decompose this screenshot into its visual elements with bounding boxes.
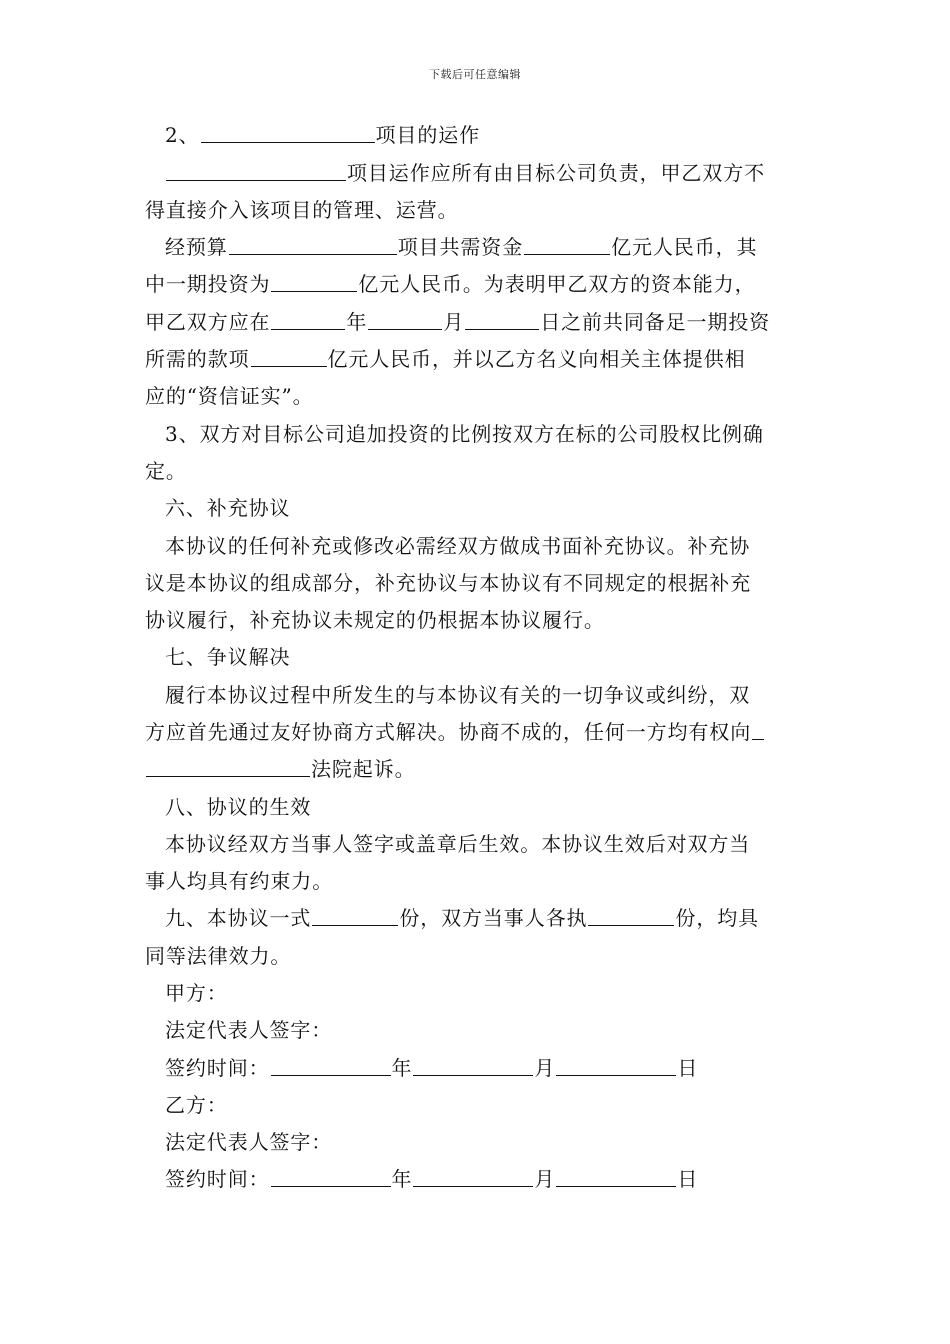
paragraph-line bbox=[165, 235, 757, 259]
sign-date-line bbox=[165, 1167, 698, 1191]
paragraph-line: 协议履行，补充协议未规定的仍根据本协议履行。 bbox=[145, 608, 605, 632]
paragraph-line bbox=[145, 757, 416, 781]
paragraph-line: 同等法律效力。 bbox=[145, 944, 292, 968]
paragraph-line: 本协议的任何补充或修改必需经双方做成书面补充协议。补充协 bbox=[165, 534, 751, 558]
party-b-label: 乙方： bbox=[165, 1093, 228, 1117]
text: 年 bbox=[391, 1056, 413, 1080]
section-heading: 七、争议解决 bbox=[165, 645, 291, 669]
blank-field[interactable] bbox=[312, 907, 398, 926]
text: 亿元人民币，并以乙方名义向相关主体提供相 bbox=[327, 347, 746, 371]
page-header-note: 下载后可任意编辑 bbox=[429, 68, 521, 81]
blank-field[interactable] bbox=[251, 348, 327, 367]
text: 九、本协议一式 bbox=[165, 906, 312, 930]
text: 日之前共同备足一期投资 bbox=[540, 310, 771, 334]
paragraph-line bbox=[165, 906, 759, 930]
blank-field[interactable] bbox=[271, 311, 345, 330]
blank-field[interactable] bbox=[524, 236, 610, 255]
section-heading: 八、协议的生效 bbox=[165, 795, 312, 819]
paragraph-line bbox=[165, 161, 765, 185]
text: 所需的款项 bbox=[145, 347, 250, 371]
text: 月 bbox=[534, 1056, 556, 1080]
text: 签约时间： bbox=[165, 1167, 270, 1191]
text: 项目运作应所有由目标公司负责，甲乙双方不 bbox=[347, 161, 765, 185]
blank-field[interactable] bbox=[271, 1057, 391, 1076]
blank-field[interactable] bbox=[166, 162, 346, 181]
blank-field[interactable] bbox=[201, 124, 375, 143]
clause-2-title bbox=[165, 123, 480, 147]
party-a-label: 甲方： bbox=[165, 981, 228, 1005]
paragraph-line: 3、双方对目标公司追加投资的比例按双方在标的公司股权比例确 bbox=[165, 422, 764, 446]
blank-field[interactable] bbox=[413, 1057, 533, 1076]
text: 日 bbox=[677, 1056, 699, 1080]
text: 亿元人民币。为表明甲乙双方的资本能力， bbox=[358, 272, 756, 296]
paragraph-line: 应的“资信证实”。 bbox=[145, 384, 314, 408]
blank-field[interactable] bbox=[556, 1057, 676, 1076]
paragraph-line: 履行本协议过程中所发生的与本协议有关的一切争议或纠纷，双 bbox=[165, 683, 751, 707]
clause-number: 2、 bbox=[165, 123, 200, 147]
text: 份，双方当事人各执 bbox=[399, 906, 588, 930]
signature-label: 法定代表人签字： bbox=[165, 1130, 333, 1154]
text: 法院起诉。 bbox=[311, 757, 416, 781]
text: 年 bbox=[391, 1167, 413, 1191]
paragraph-line: 事人均具有约束力。 bbox=[145, 869, 334, 893]
text: 签约时间： bbox=[165, 1056, 270, 1080]
paragraph-line bbox=[145, 720, 765, 744]
text: 中一期投资为 bbox=[145, 272, 271, 296]
text: 项目的运作 bbox=[375, 123, 481, 147]
paragraph-line: 定。 bbox=[145, 459, 187, 483]
paragraph-line: 本协议经双方当事人签字或盖章后生效。本协议生效后对双方当 bbox=[165, 832, 751, 856]
paragraph-line: 议是本协议的组成部分，补充协议与本协议有不同规定的根据补充 bbox=[145, 571, 752, 595]
text: 日 bbox=[677, 1167, 699, 1191]
text: 月 bbox=[534, 1167, 556, 1191]
paragraph-line bbox=[145, 272, 756, 296]
text: 经预算 bbox=[165, 235, 228, 259]
text: 份，均具 bbox=[675, 906, 760, 930]
blank-field[interactable] bbox=[413, 1168, 533, 1187]
text: 项目共需资金 bbox=[397, 235, 524, 259]
paragraph-line bbox=[145, 310, 770, 334]
blank-field[interactable] bbox=[368, 311, 442, 330]
text: 方应首先通过友好协商方式解决。协商不成的，任何一方均有权向 bbox=[145, 720, 752, 744]
text: 亿元人民币，其 bbox=[611, 235, 758, 259]
sign-date-line bbox=[165, 1056, 698, 1080]
blank-field[interactable] bbox=[271, 1168, 391, 1187]
text: 甲乙双方应在 bbox=[145, 310, 271, 334]
text: 月 bbox=[443, 310, 465, 334]
signature-label: 法定代表人签字： bbox=[165, 1018, 333, 1042]
blank-field[interactable] bbox=[465, 311, 539, 330]
blank-field[interactable] bbox=[752, 721, 764, 740]
section-heading: 六、补充协议 bbox=[165, 496, 291, 520]
paragraph-line bbox=[145, 347, 746, 371]
blank-field[interactable] bbox=[556, 1168, 676, 1187]
blank-field[interactable] bbox=[229, 236, 397, 255]
text: 年 bbox=[346, 310, 368, 334]
blank-field[interactable] bbox=[271, 273, 357, 292]
blank-field[interactable] bbox=[146, 758, 310, 777]
paragraph-line: 得直接介入该项目的管理、运营。 bbox=[145, 198, 459, 222]
blank-field[interactable] bbox=[588, 907, 674, 926]
